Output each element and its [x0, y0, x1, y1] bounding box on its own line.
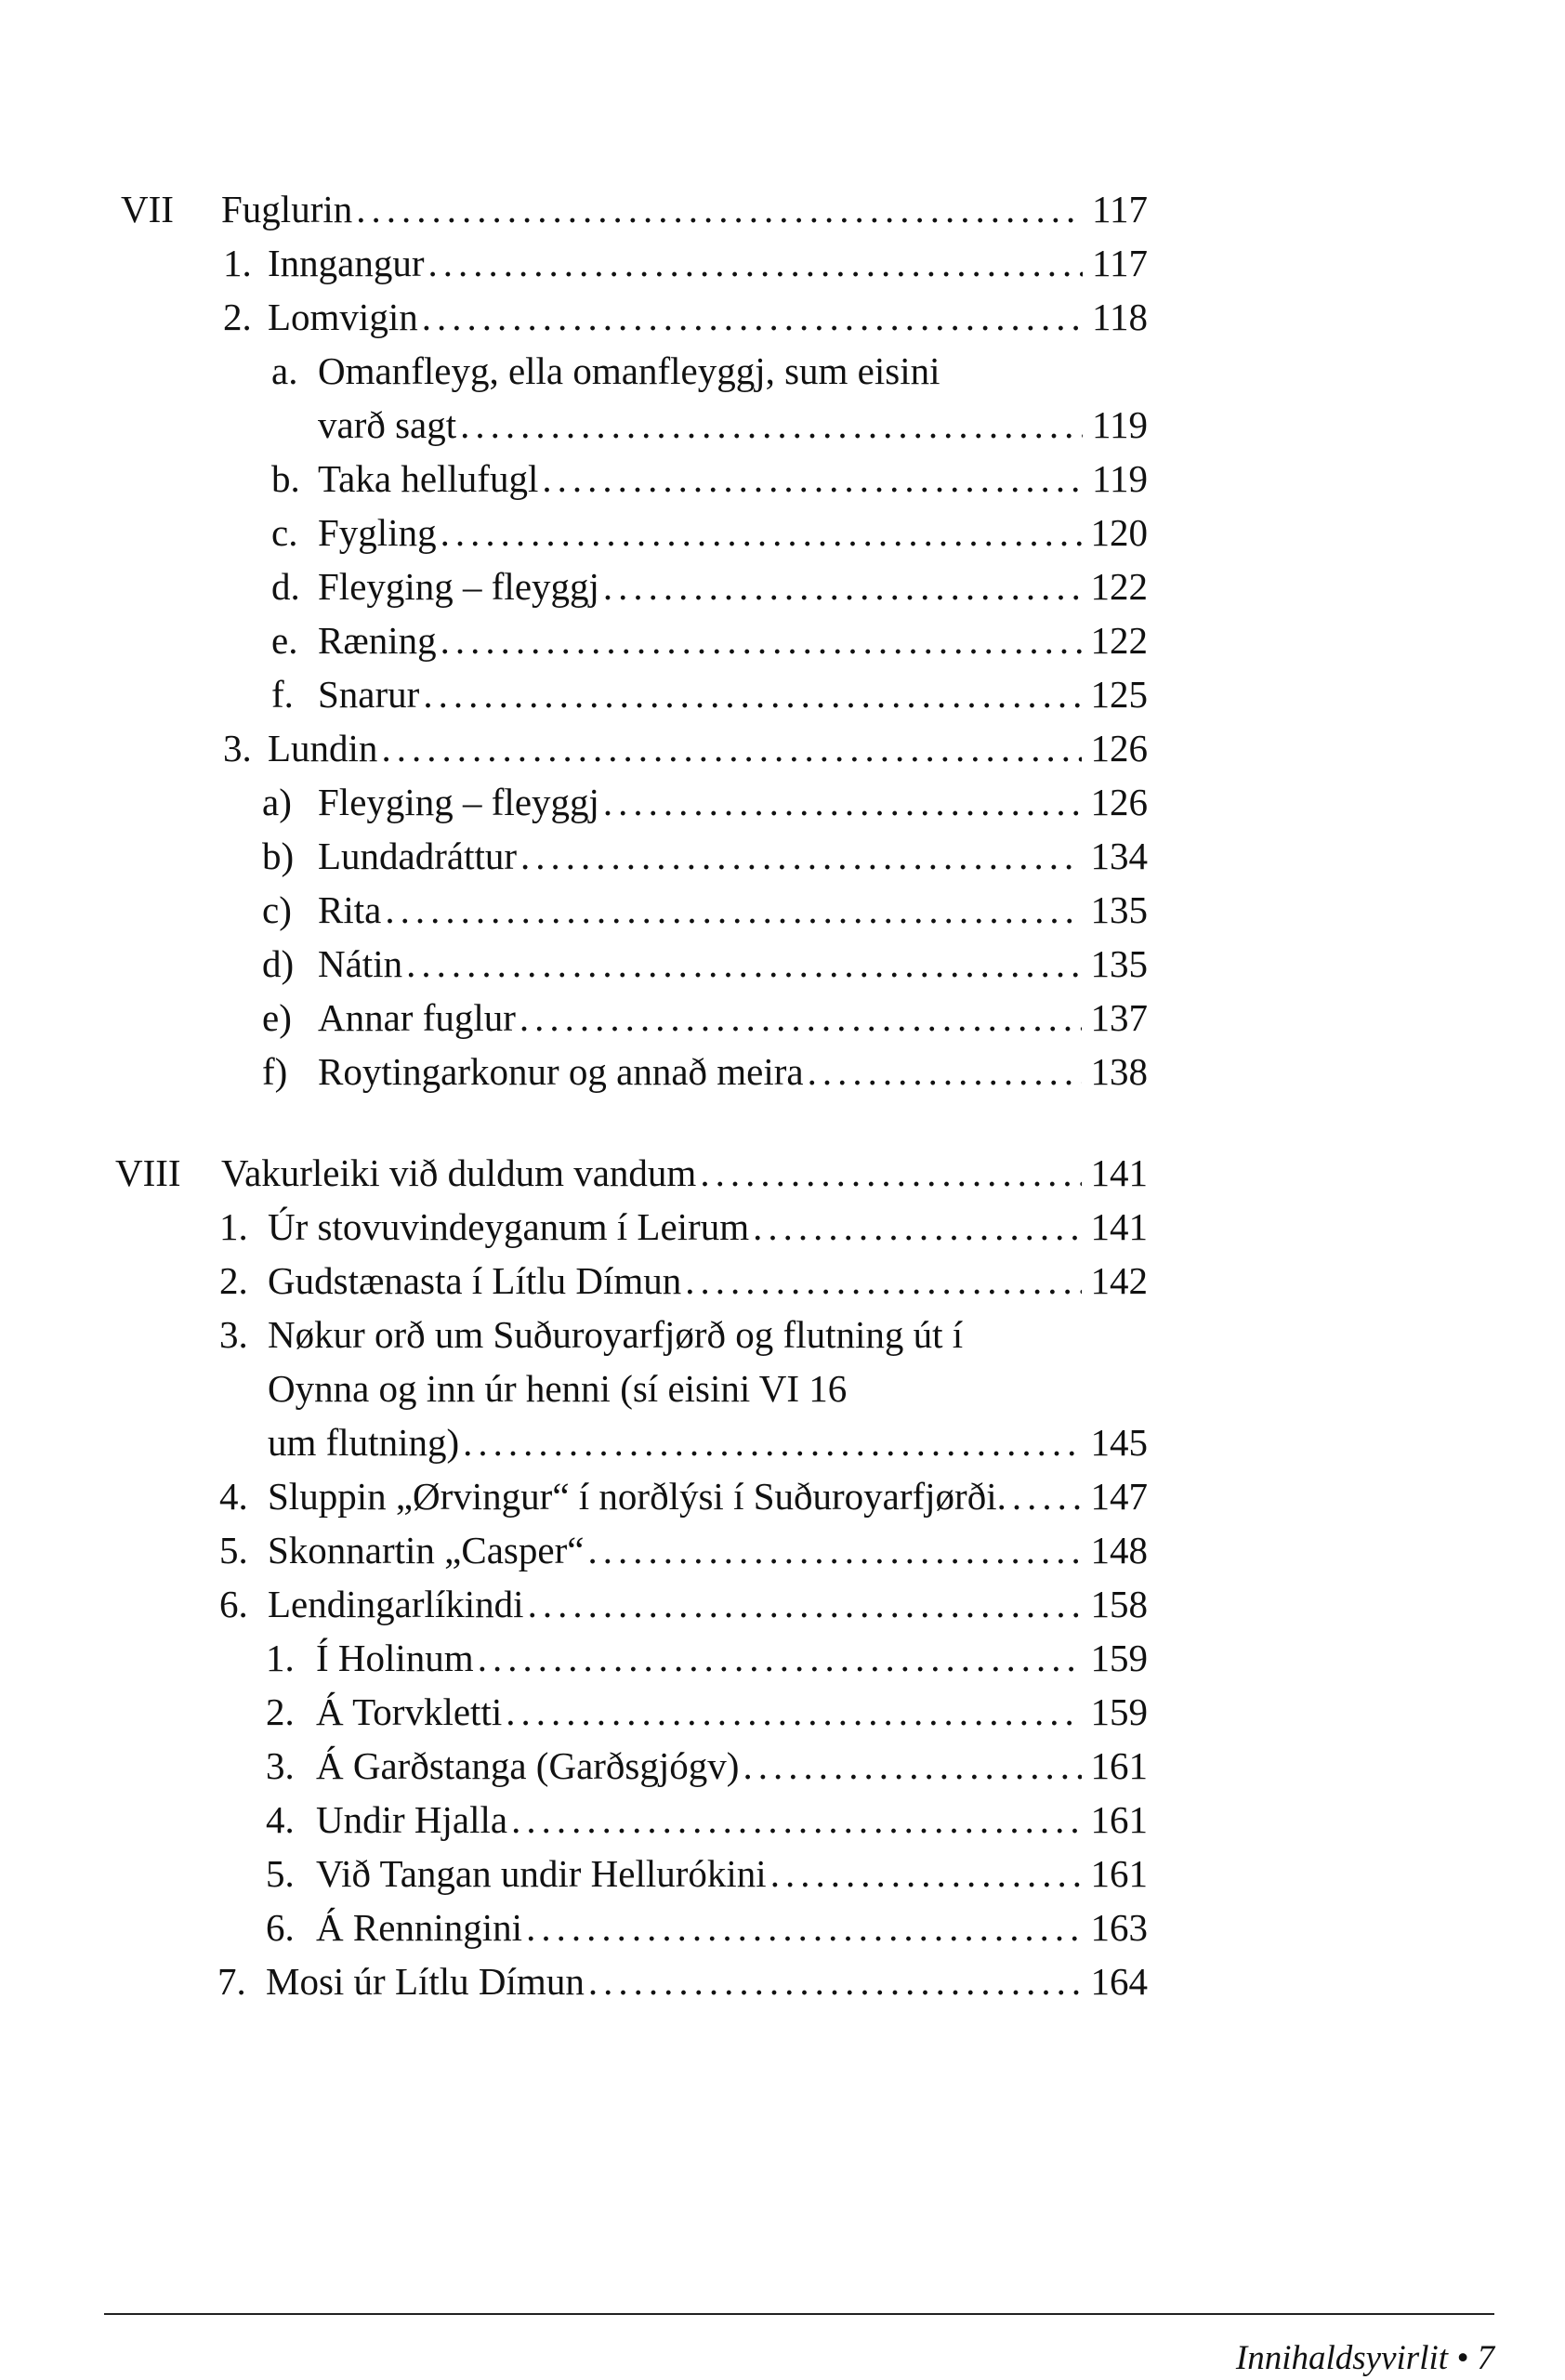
leader-dots	[528, 1580, 1082, 1628]
entry-page: 117	[1092, 188, 1148, 230]
leader-dots	[422, 293, 1083, 341]
leader-dots	[685, 1256, 1081, 1305]
leader-dots	[587, 1526, 1081, 1574]
toc-entry[interactable]	[219, 1526, 1148, 1574]
running-footer: Innihaldsyvirlit • 7	[1235, 2339, 1494, 2377]
entry-title: Á Garðstanga (Garðsgjógv)	[316, 1744, 740, 1787]
leader-dots	[511, 1795, 1081, 1844]
entry-title: Mosi úr Lítlu Dímun	[266, 1960, 585, 2003]
entry-page: 119	[1092, 457, 1148, 500]
entry-title: Lendingarlíkindi	[268, 1583, 524, 1625]
entry-title: Rita	[318, 888, 382, 931]
leader-dots	[519, 993, 1082, 1042]
entry-number: 5.	[219, 1529, 248, 1571]
entry-page: 147	[1090, 1475, 1148, 1518]
entry-number: 7.	[217, 1960, 246, 2003]
leader-dots	[743, 1742, 1081, 1790]
toc-entry[interactable]	[262, 940, 1148, 988]
entry-number: 3.	[223, 727, 252, 769]
entry-page: 161	[1090, 1798, 1148, 1841]
entry-number: 4.	[266, 1798, 295, 1841]
toc-entry[interactable]	[223, 293, 1148, 341]
leader-dots	[406, 940, 1081, 988]
entry-number: 2.	[223, 296, 252, 338]
entry-title: Gudstænasta í Lítlu Dímun	[268, 1259, 682, 1302]
entry-number: 3.	[266, 1744, 295, 1787]
entry-number: 6.	[219, 1583, 248, 1625]
toc-entry[interactable]	[221, 185, 1148, 233]
entry-title: Snarur	[318, 673, 420, 716]
entry-page: 118	[1092, 296, 1148, 338]
entry-title: Vakurleiki við duldum vandum	[221, 1151, 697, 1194]
toc-entry[interactable]	[262, 1047, 1148, 1096]
toc-entry[interactable]	[266, 1688, 1148, 1736]
entry-number: b)	[262, 835, 295, 877]
toc-entry[interactable]	[266, 1903, 1148, 1952]
footer-divider	[104, 2313, 1494, 2315]
entry-page: 138	[1090, 1050, 1148, 1093]
entry-number: 4.	[219, 1475, 248, 1518]
entry-number: c)	[262, 888, 292, 931]
entry-number: d.	[271, 565, 300, 608]
entry-title: Skonnartin „Casper“	[268, 1529, 585, 1571]
entry-title: Lundin	[268, 727, 378, 769]
leader-dots	[700, 1149, 1081, 1197]
leader-dots	[441, 616, 1082, 664]
toc-entry[interactable]	[262, 886, 1148, 934]
toc-entry-continuation[interactable]	[318, 401, 1148, 449]
entry-page: 125	[1090, 673, 1148, 716]
entry-page: 159	[1090, 1637, 1148, 1679]
entry-title: Fleyging – fleyggj	[318, 781, 599, 823]
toc-entry[interactable]	[223, 724, 1148, 772]
entry-title: Nátin	[318, 942, 403, 985]
entry-number: e)	[262, 996, 292, 1039]
entry-page: 126	[1090, 727, 1148, 769]
leader-dots	[506, 1688, 1081, 1736]
toc-entry[interactable]	[217, 1957, 1148, 2005]
toc-entry[interactable]	[262, 832, 1148, 880]
entry-page: 135	[1090, 888, 1148, 931]
entry-title: Lundadráttur	[318, 835, 518, 877]
toc-entry[interactable]	[271, 616, 1148, 664]
toc-entry[interactable]	[266, 1849, 1148, 1898]
toc-entry[interactable]	[262, 778, 1148, 826]
entry-number: 6.	[266, 1906, 295, 1949]
entry-title: Annar fuglur	[318, 996, 516, 1039]
leader-dots	[603, 562, 1082, 611]
entry-page: 161	[1090, 1852, 1148, 1895]
entry-number: 2.	[266, 1690, 295, 1733]
entry-title: Inngangur	[268, 242, 425, 284]
entry-number: c.	[271, 511, 298, 554]
toc-entry[interactable]	[262, 993, 1148, 1042]
leader-dots	[385, 886, 1081, 934]
leader-dots	[463, 1418, 1081, 1466]
entry-title: Fleyging – fleyggj	[318, 565, 599, 608]
entry-page: 141	[1090, 1151, 1148, 1194]
entry-page: 158	[1090, 1583, 1148, 1625]
entry-number: f.	[271, 673, 294, 716]
entry-number: d)	[262, 942, 295, 985]
entry-page: 119	[1092, 403, 1148, 446]
entry-page: 141	[1090, 1205, 1148, 1248]
entry-title: Omanfleyg, ella omanfleyggj, sum eisini	[318, 349, 940, 392]
leader-dots	[356, 185, 1083, 233]
entry-title: Fygling	[318, 511, 437, 554]
leader-dots	[770, 1849, 1082, 1898]
entry-number: 1.	[266, 1637, 295, 1679]
toc-entry[interactable]	[219, 1472, 1148, 1520]
entry-page: 161	[1090, 1744, 1148, 1787]
entry-page: 142	[1090, 1259, 1148, 1302]
leader-dots	[753, 1203, 1081, 1251]
entry-title: Undir Hjalla	[316, 1798, 508, 1841]
entry-title: Á Renningini	[316, 1906, 523, 1949]
leader-dots	[460, 401, 1083, 449]
entry-title: Fuglurin	[221, 188, 353, 230]
toc-entry[interactable]	[266, 1795, 1148, 1844]
entry-number: a)	[262, 781, 292, 823]
toc-entry[interactable]	[219, 1256, 1148, 1305]
toc-entry[interactable]	[271, 347, 1148, 395]
toc-entry[interactable]	[219, 1203, 1148, 1251]
entry-page: 159	[1090, 1690, 1148, 1733]
toc-entry[interactable]	[223, 239, 1148, 287]
entry-title: varð sagt	[318, 403, 457, 446]
entry-number: e.	[271, 619, 298, 662]
entry-title: Nøkur orð um Suðuroyarfjørð og flutning út í	[268, 1313, 964, 1356]
entry-page: 126	[1090, 781, 1148, 823]
toc-entry[interactable]	[219, 1580, 1148, 1628]
entry-page: 134	[1090, 835, 1148, 877]
entry-title: Úr stovuvindeyganum í Leirum	[268, 1205, 750, 1248]
leader-dots	[526, 1903, 1081, 1952]
entry-title: Sluppin „Ørvingur“ í norðlýsi í Suðuroyarfjørði	[268, 1475, 997, 1518]
entry-page: 148	[1090, 1529, 1148, 1571]
leader-dots	[603, 778, 1082, 826]
entry-page: 164	[1090, 1960, 1148, 2003]
leader-dots	[441, 508, 1082, 557]
entry-title: Í Holinum	[316, 1637, 474, 1679]
toc-entry-continuation[interactable]	[268, 1418, 1148, 1466]
leader-dots	[423, 670, 1081, 718]
toc-entry[interactable]	[266, 1634, 1148, 1682]
toc-entry-continuation[interactable]	[268, 1364, 1148, 1413]
section-number: VII	[121, 188, 174, 230]
entry-page: 145	[1090, 1421, 1148, 1464]
entry-page: 120	[1090, 511, 1148, 554]
entry-title: Við Tangan undir Hellurókini	[316, 1852, 767, 1895]
entry-page: 122	[1090, 619, 1148, 662]
toc-entry[interactable]	[221, 1149, 1148, 1197]
leader-dots	[588, 1957, 1082, 2005]
entry-page: 135	[1090, 942, 1148, 985]
leader-dots	[542, 454, 1083, 503]
entry-title: Taka hellufugl	[318, 457, 539, 500]
toc-entry[interactable]	[271, 670, 1148, 718]
entry-title: Ræning	[318, 619, 437, 662]
entry-number: 5.	[266, 1852, 295, 1895]
section-number: VIII	[115, 1151, 181, 1194]
leader-dots	[520, 832, 1081, 880]
entry-number: 1.	[223, 242, 252, 284]
entry-title: Á Torvkletti	[316, 1690, 503, 1733]
leader-dots	[478, 1634, 1082, 1682]
entry-number: a.	[271, 349, 298, 392]
entry-page: 117	[1092, 242, 1148, 284]
leader-dots	[997, 1472, 1085, 1520]
toc-entry[interactable]	[271, 454, 1148, 503]
toc-entry[interactable]	[219, 1310, 1148, 1359]
entry-number: 3.	[219, 1313, 248, 1356]
entry-page: 122	[1090, 565, 1148, 608]
leader-dots	[381, 724, 1081, 772]
entry-title: Lomvigin	[268, 296, 418, 338]
entry-number: 1.	[219, 1205, 248, 1248]
toc-entry[interactable]	[266, 1742, 1148, 1790]
entry-title: Oynna og inn úr henni (sí eisini VI 16	[268, 1367, 848, 1410]
leader-dots	[428, 239, 1084, 287]
entry-title: um flutning)	[268, 1421, 460, 1464]
entry-title: Roytingarkonur og annað meira	[318, 1050, 804, 1093]
entry-number: 2.	[219, 1259, 248, 1302]
entry-page: 137	[1090, 996, 1148, 1039]
entry-number: b.	[271, 457, 300, 500]
leader-dots	[808, 1047, 1082, 1096]
entry-page: 163	[1090, 1906, 1148, 1949]
toc-entry[interactable]	[271, 508, 1148, 557]
entry-number: f)	[262, 1050, 288, 1093]
toc-entry[interactable]	[271, 562, 1148, 611]
